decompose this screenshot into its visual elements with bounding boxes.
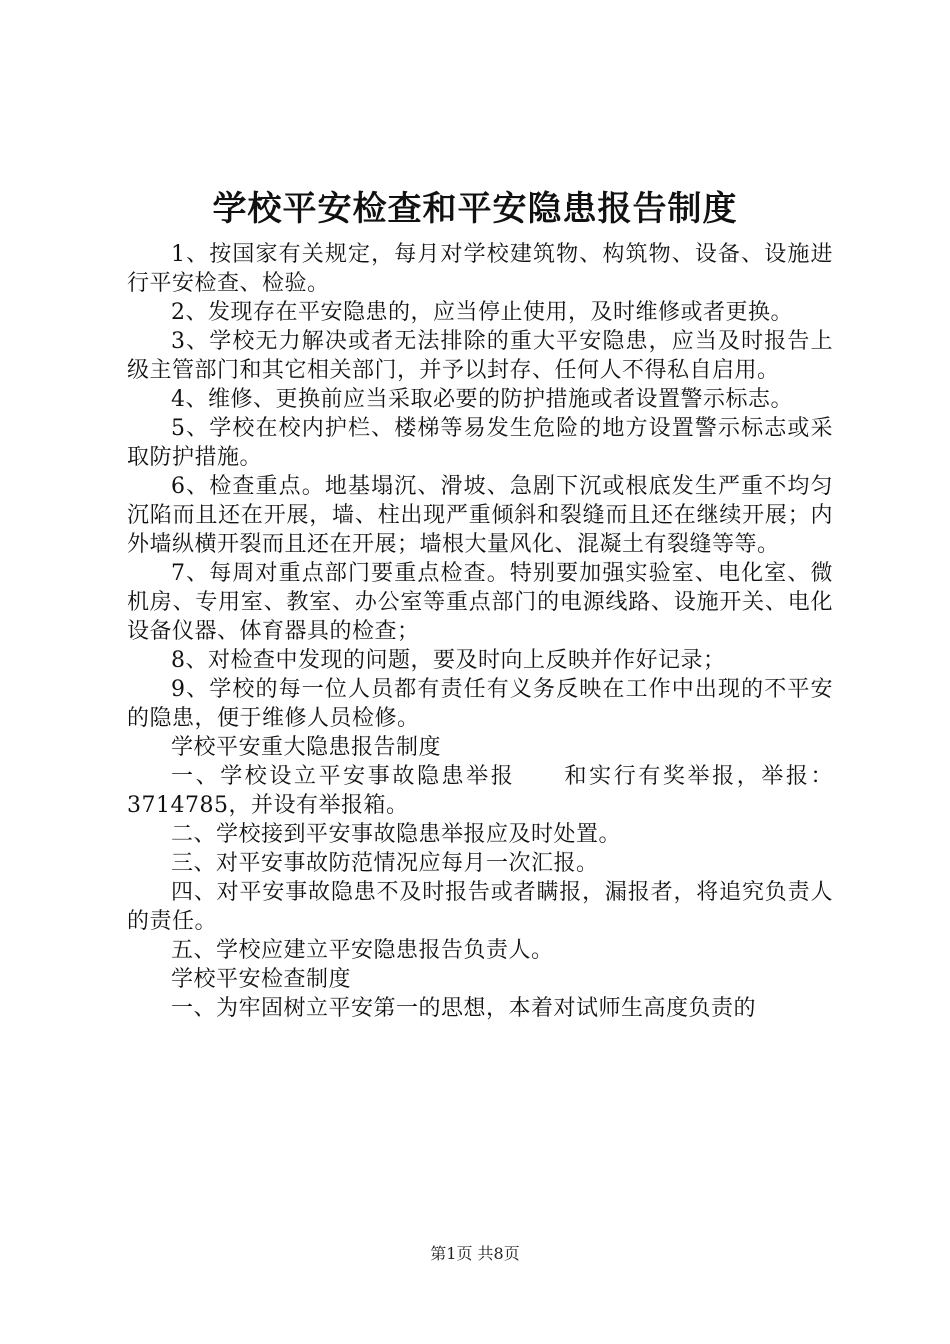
paragraph-1: 1、按国家有关规定，每月对学校建筑物、构筑物、设备、设施进行平安检查、检验。 xyxy=(127,242,833,296)
paragraph-2: 2、发现存在平安隐患的，应当停止使用，及时维修或者更换。 xyxy=(171,300,793,325)
paragraph-4: 4、维修、更换前应当采取必要的防护措施或者设置警示标志。 xyxy=(171,387,793,412)
report-item-3: 三、对平安事故防范情况应每月一次汇报。 xyxy=(171,851,599,876)
paragraph-3: 3、学校无力解决或者无法排除的重大平安隐患，应当及时报告上级主管部门和其它相关部门，并予以封存、任何人不得私自启用。 xyxy=(127,329,833,383)
report-item-2: 二、学校接到平安事故隐患举报应及时处置。 xyxy=(171,822,622,847)
report-item-4: 四、对平安事故隐患不及时报告或者瞒报，漏报者，将追究负责人的责任。 xyxy=(127,880,833,934)
report-item-1: 一、学校设立平安事故隐患举报 和实行有奖举报，举报：3714785，并设有举报箱。 xyxy=(127,764,833,818)
paragraph-5: 5、学校在校内护栏、楼梯等易发生危险的地方设置警示标志或采取防护措施。 xyxy=(127,416,833,470)
page-footer: 第1页 共8页 xyxy=(430,1244,520,1263)
paragraph-9: 9、学校的每一位人员都有责任有义务反映在工作中出现的不平安的隐患，便于维修人员检修。 xyxy=(127,677,833,731)
paragraph-6: 6、检查重点。地基塌沉、滑坡、急剧下沉或根底发生严重不均匀沉陷而且还在开展，墙、柱出现严重倾斜和裂缝而且还在继续开展；内外墙纵横开裂而且还在开展；墙根大量风化、混凝土有裂缝等等。 xyxy=(127,474,833,557)
document-body xyxy=(127,240,833,1023)
paragraph-8: 8、对检查中发现的问题，要及时向上反映并作好记录； xyxy=(171,648,726,673)
report-item-5: 五、学校应建立平安隐患报告负责人。 xyxy=(171,938,554,963)
inspection-item-1: 一、为牢固树立平安第一的思想，本着对试师生高度负责的 xyxy=(171,996,757,1021)
document-title: 学校平安检查和平安隐患报告制度 xyxy=(212,189,738,229)
section-heading-inspection: 学校平安检查制度 xyxy=(171,967,352,992)
section-heading-report: 学校平安重大隐患报告制度 xyxy=(171,735,442,760)
paragraph-7: 7、每周对重点部门要重点检查。特别要加强实验室、电化室、微机房、专用室、教室、办公室等重点部门的电源线路、设施开关、电化设备仪器、体育器具的检查； xyxy=(127,561,833,644)
